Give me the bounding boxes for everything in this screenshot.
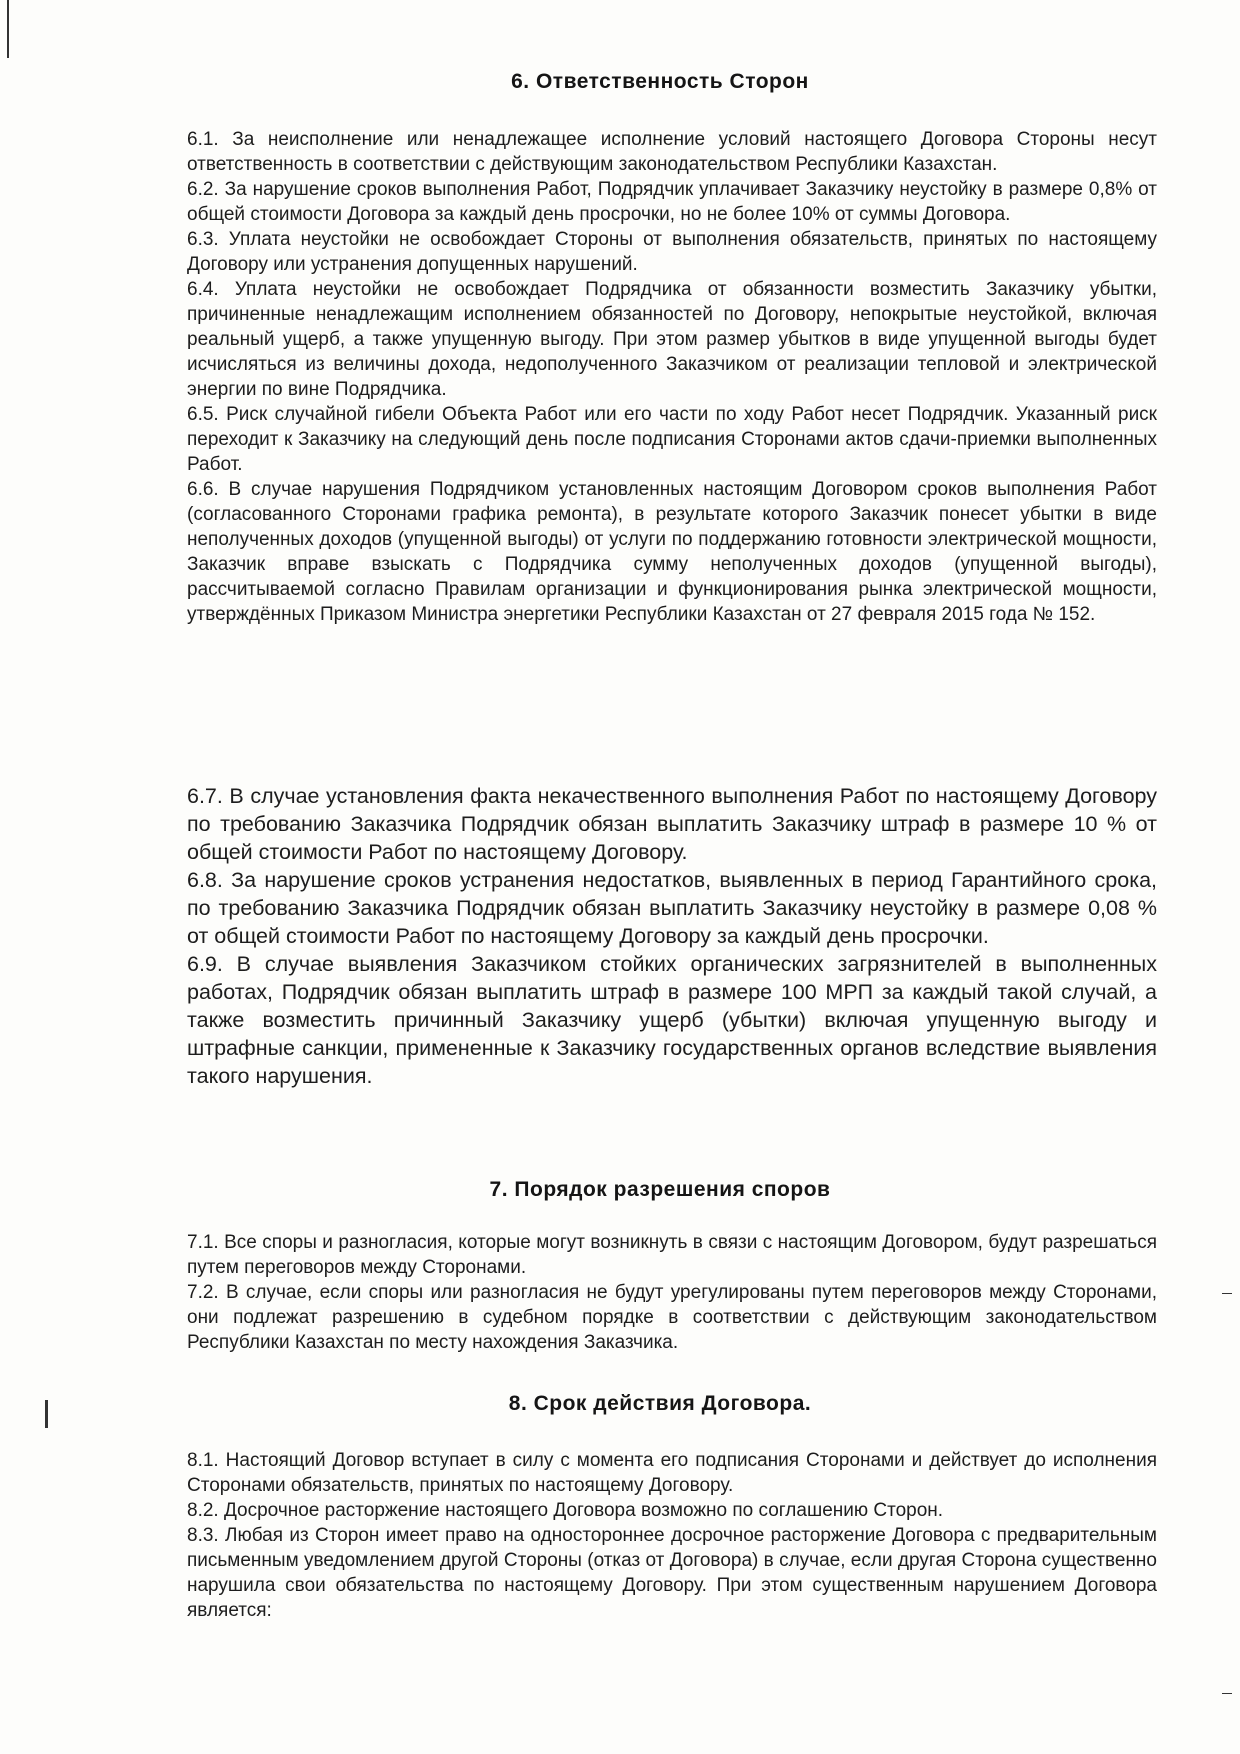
section-8-clauses: [187, 1448, 1157, 1623]
clause-7-1: 7.1. Все споры и разногласия, которые могут возникнуть в связи с настоящим Договором, будут разрешаться путем переговоров между Сторонами.: [187, 1232, 1157, 1278]
clause-8-1: 8.1. Настоящий Договор вступает в силу с момента его подписания Сторонами и действует до исполнения Сторонами обязательств, принятых по настоящему Договору.: [187, 1450, 1157, 1496]
clause-6-9: 6.9. В случае выявления Заказчиком стойких органических загрязнителей в выполненных работах, Подрядчик обязан выплатить штраф в размере 100 МРП за каждый такой случай, а также возместить причинный Заказчику ущерб (убытки) включая упущенную выгоду и штрафные санкции, примененные к Заказчику государственных органов вследствие выявления такого нарушения.: [187, 952, 1157, 1088]
clause-6-8: 6.8. За нарушение сроков устранения недостатков, выявленных в период Гарантийного срока, по требованию Заказчика Подрядчик обязан выплатить Заказчику неустойку в размере 0,08 % от общей стоимости Работ по настоящему Договору за каждый день просрочки.: [187, 868, 1157, 948]
clause-6-1: 6.1. За неисполнение или ненадлежащее исполнение условий настоящего Договора Стороны несут ответственность в соответствии с действующим законодательством Республики Казахстан.: [187, 129, 1157, 175]
section-8-title: 8. Срок действия Договора.: [508, 1392, 812, 1415]
clause-6-5: 6.5. Риск случайной гибели Объекта Работ или его части по ходу Работ несет Подрядчик. Указанный риск переходит к Заказчику на следующий день после подписания Сторонами актов сдачи-приемки выполненных Работ.: [187, 404, 1157, 475]
section-6-title: 6. Ответственность Сторон: [511, 70, 809, 93]
clause-8-2: 8.2. Досрочное расторжение настоящего Договора возможно по соглашению Сторон.: [187, 1500, 944, 1521]
clause-6-2: 6.2. За нарушение сроков выполнения Работ, Подрядчик уплачивает Заказчику неустойку в размере 0,8% от общей стоимости Договора за каждый день просрочки, но не более 10% от суммы Договора.: [187, 179, 1157, 225]
clause-6-7: 6.7. В случае установления факта некачественного выполнения Работ по настоящему Договору по требованию Заказчика Подрядчик обязан выплатить Заказчику штраф в размере 10 % от общей стоимости Работ по настоящему Договору.: [187, 784, 1157, 864]
clause-6-4: 6.4. Уплата неустойки не освобождает Подрядчика от обязанности возместить Заказчику убытки, причиненные ненадлежащим исполнением обязанностей по Договору, непокрытые неустойкой, включая реальный ущерб, а также упущенную выгоду. При этом размер убытков в виде упущенной выгоды будет исчисляться из величины дохода, недополученного Заказчиком от реализации тепловой и электрической энергии по вине Подрядчика.: [187, 279, 1157, 400]
section-7-clauses: [187, 1230, 1157, 1355]
section-6-clauses-large: [187, 782, 1157, 1090]
section-7-title: 7. Порядок разрешения споров: [489, 1178, 831, 1201]
left-edge-mark: [7, 0, 9, 58]
left-margin-tick: [45, 1400, 48, 1428]
right-margin-tick-2: [1222, 1693, 1232, 1694]
clause-7-2: 7.2. В случае, если споры или разногласия не будут урегулированы путем переговоров между Сторонами, они подлежат разрешению в судебном порядке в соответствии с действующим законодательством Республики Казахстан по месту нахождения Заказчика.: [187, 1282, 1157, 1353]
section-6-clauses: [187, 127, 1157, 627]
clause-6-6: 6.6. В случае нарушения Подрядчиком установленных настоящим Договором сроков выполнения Работ (согласованного Сторонами графика ремонта), в результате которого Заказчик понесет убытки в виде неполученных доходов (упущенной выгоды) от услуги по поддержанию готовности электрической мощности, Заказчик вправе взыскать с Подрядчика сумму неполученных доходов (упущенной выгоды), рассчитываемой согласно Правилам организации и функционирования рынка электрической мощности, утверждённых Приказом Министра энергетики Республики Казахстан от 27 февраля 2015 года № 152.: [187, 479, 1157, 625]
clause-8-3: 8.3. Любая из Сторон имеет право на одностороннее досрочное расторжение Договора с предварительным письменным уведомлением другой Стороны (отказ от Договора) в случае, если другая Сторона существенно нарушила свои обязательства по настоящему Договору. При этом существенным нарушением Договора является:: [187, 1525, 1157, 1621]
right-margin-tick-1: [1222, 1293, 1232, 1294]
clause-6-3: 6.3. Уплата неустойки не освобождает Стороны от выполнения обязательств, принятых по настоящему Договору или устранения допущенных нарушений.: [187, 229, 1157, 275]
